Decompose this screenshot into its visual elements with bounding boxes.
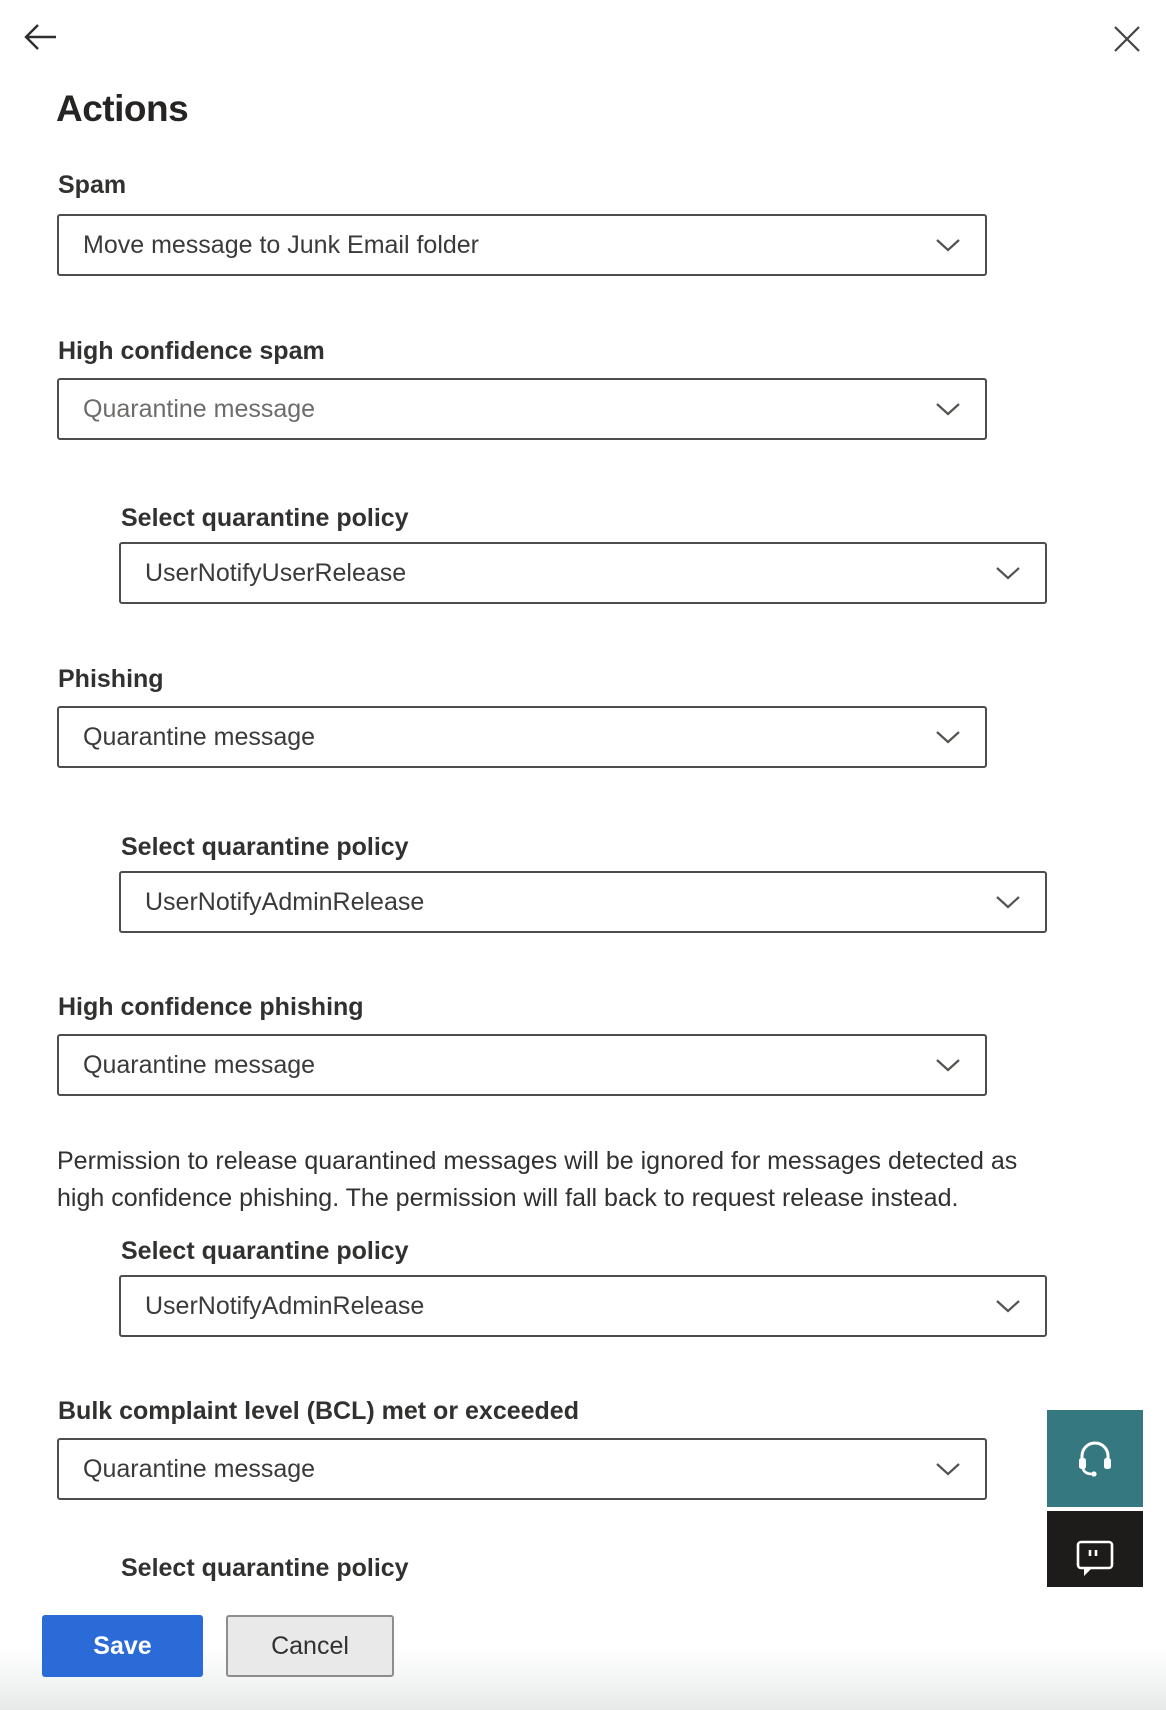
bcl-dropdown[interactable]: [57, 1438, 987, 1500]
chevron-down-icon: [995, 566, 1021, 580]
save-button[interactable]: Save: [42, 1615, 203, 1677]
chevron-down-icon: [935, 238, 961, 252]
bcl-quarantine-policy-label: Select quarantine policy: [121, 1554, 409, 1582]
high-confidence-phishing-dropdown[interactable]: [57, 1034, 987, 1096]
spam-dropdown[interactable]: [57, 214, 987, 276]
spam-dropdown-value: Move message to Junk Email folder: [83, 230, 480, 259]
page-title: Actions: [56, 88, 189, 129]
hcp-quarantine-policy-dropdown-value: UserNotifyAdminRelease: [145, 1291, 425, 1320]
footer-bar: [0, 1587, 1166, 1710]
phishing-quarantine-policy-dropdown-value: UserNotifyAdminRelease: [145, 887, 425, 916]
bcl-dropdown-value: Quarantine message: [83, 1454, 316, 1483]
headset-icon: [1074, 1436, 1116, 1481]
high-confidence-spam-dropdown[interactable]: [57, 378, 987, 440]
high-confidence-spam-dropdown-value: Quarantine message: [83, 394, 316, 423]
chevron-down-icon: [935, 1058, 961, 1072]
high-confidence-phishing-dropdown-value: Quarantine message: [83, 1050, 316, 1079]
chat-feedback-icon: [1075, 1538, 1115, 1581]
hcp-quarantine-policy-label: Select quarantine policy: [121, 1237, 409, 1265]
cancel-button[interactable]: Cancel: [226, 1615, 394, 1677]
spam-label: Spam: [58, 171, 127, 199]
high-confidence-phishing-label: High confidence phishing: [58, 993, 364, 1021]
phishing-dropdown-value: Quarantine message: [83, 722, 316, 751]
phishing-label: Phishing: [58, 665, 164, 693]
hcp-quarantine-policy-dropdown[interactable]: [119, 1275, 1047, 1337]
phishing-quarantine-policy-label: Select quarantine policy: [121, 833, 409, 861]
close-button[interactable]: [1112, 24, 1142, 54]
hcs-quarantine-policy-label: Select quarantine policy: [121, 504, 409, 532]
close-icon: [1112, 42, 1142, 57]
chevron-down-icon: [995, 895, 1021, 909]
back-button[interactable]: [22, 20, 58, 54]
help-button[interactable]: [1047, 1410, 1143, 1507]
chevron-down-icon: [935, 402, 961, 416]
chevron-down-icon: [935, 730, 961, 744]
hcp-permission-note: Permission to release quarantined messages will be ignored for messages detected as high confidence phishing. The permission will fall back to request release instead.: [57, 1147, 1018, 1212]
arrow-left-icon: [22, 42, 58, 57]
hcs-quarantine-policy-dropdown-value: UserNotifyUserRelease: [145, 558, 407, 587]
hcs-quarantine-policy-dropdown[interactable]: [119, 542, 1047, 604]
bcl-label: Bulk complaint level (BCL) met or exceeded: [58, 1397, 579, 1425]
phishing-quarantine-policy-dropdown[interactable]: [119, 871, 1047, 933]
phishing-dropdown[interactable]: [57, 706, 987, 768]
high-confidence-spam-label: High confidence spam: [58, 337, 325, 365]
chevron-down-icon: [935, 1462, 961, 1476]
chevron-down-icon: [995, 1299, 1021, 1313]
